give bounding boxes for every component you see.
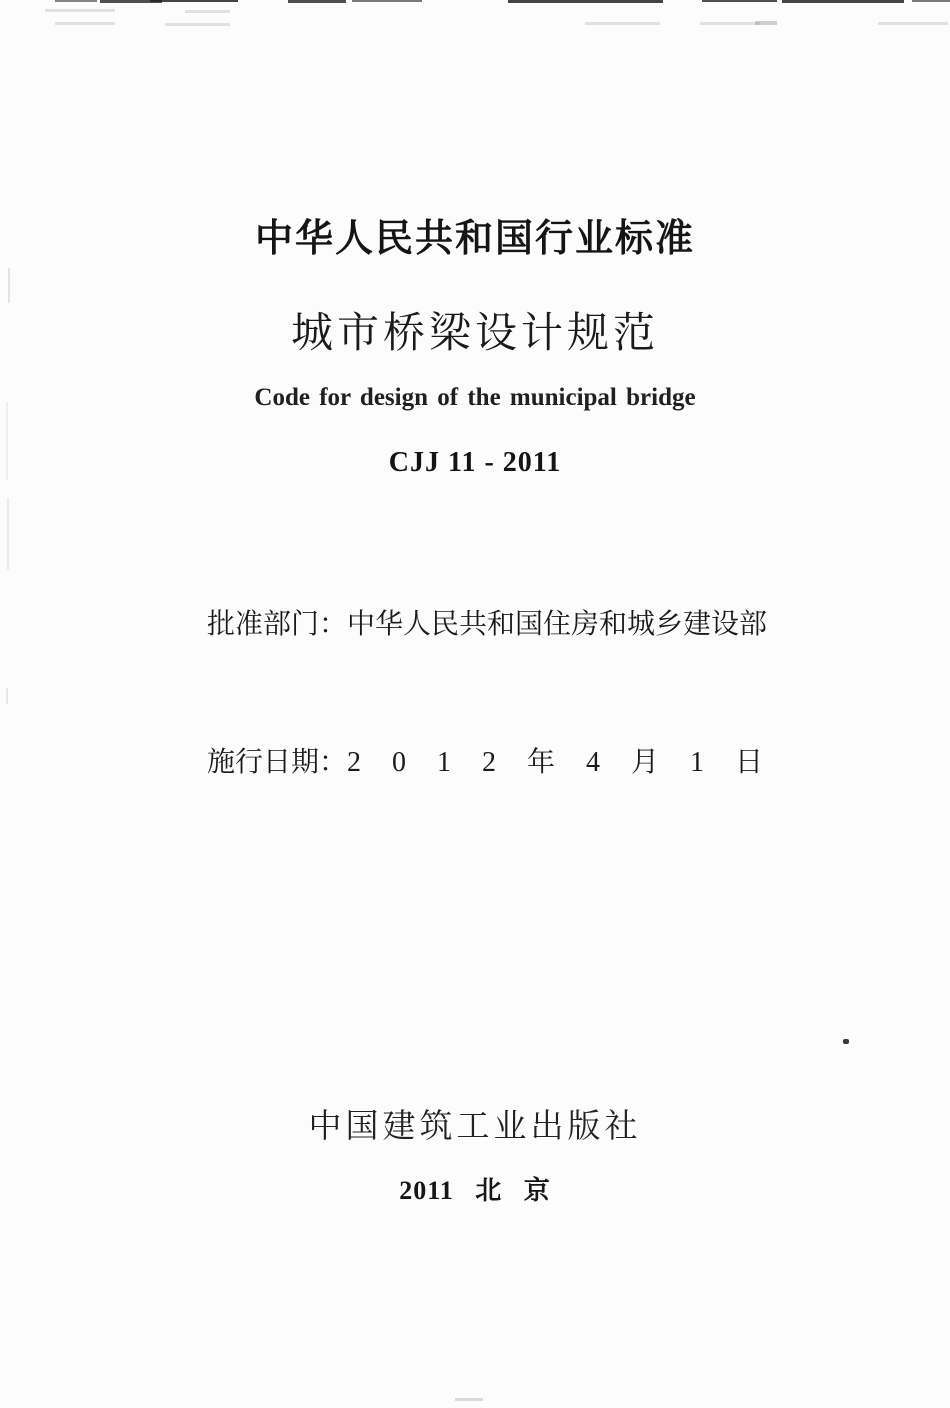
scan-artifact-dash [288, 0, 346, 3]
scan-artifact-line [8, 268, 10, 303]
approval-block [207, 510, 768, 878]
scan-artifact-dash [352, 0, 422, 2]
effective-date-value: 2 0 1 2 年 4 月 1 日 [347, 747, 764, 778]
scan-artifact-dash [150, 0, 238, 2]
scan-artifact-smudge [55, 22, 115, 25]
scan-artifact-smudge [185, 10, 230, 13]
standard-class-heading: 中华人民共和国行业标准 [254, 218, 695, 260]
approval-department-line [207, 602, 768, 648]
scan-artifact-dash [912, 0, 950, 2]
scan-artifact-line [6, 688, 8, 704]
scan-artifact-dash [782, 0, 904, 3]
scan-artifact-line [7, 498, 9, 570]
scan-artifact-dash [100, 0, 162, 3]
title-chinese: 城市桥梁设计规范 [290, 311, 659, 357]
title-english: Code for design of the municipal bridge [254, 384, 696, 411]
scan-artifact-dash [55, 0, 97, 2]
scan-artifact-dash [508, 0, 663, 3]
scan-artifact-dot [843, 1039, 849, 1044]
scan-artifact-smudge [165, 23, 230, 26]
effective-date-line [207, 740, 764, 786]
scan-artifact-smudge [755, 21, 777, 25]
standard-number: CJJ 11 - 2011 [388, 447, 562, 478]
approval-department-label: 批准部门： [207, 609, 348, 640]
scan-artifact-dash [702, 0, 777, 2]
scan-artifact-smudge [45, 9, 115, 12]
scan-artifact-smudge [700, 22, 760, 25]
approval-department-value: 中华人民共和国住房和城乡建设部 [347, 609, 768, 640]
scan-artifact-smudge [878, 22, 948, 25]
publication-year-city: 2011 北 京 [399, 1176, 551, 1205]
publisher-name: 中国建筑工业出版社 [308, 1109, 642, 1145]
scan-artifact-smudge [585, 22, 660, 25]
effective-date-label: 施行日期： [207, 747, 348, 778]
scan-artifact-smudge [455, 1398, 483, 1401]
